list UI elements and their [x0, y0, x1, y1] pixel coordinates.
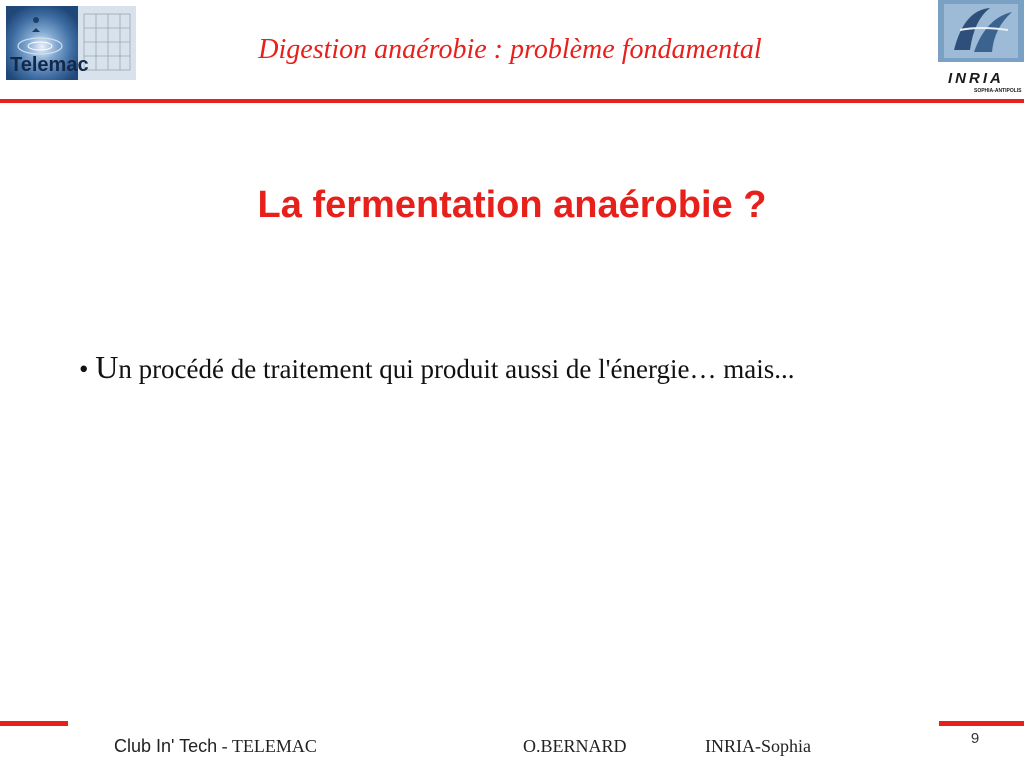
- bullet-marker: •: [79, 354, 89, 384]
- footer-author: O.BERNARD: [523, 736, 627, 756]
- footer-divider-right: [939, 721, 1024, 726]
- footer-institution: INRIA-Sophia: [705, 736, 811, 756]
- page-number: 9: [970, 730, 980, 747]
- header-divider: [0, 99, 1024, 103]
- telemac-logo: [6, 6, 136, 80]
- footer-club-text: Club In' Tech: [114, 736, 218, 756]
- footer-telemac-text: TELEMAC: [231, 736, 317, 756]
- footer-divider-left: [0, 721, 68, 726]
- telemac-logo-text: Telemac: [10, 54, 89, 76]
- bullet-first-letter: U: [95, 349, 119, 385]
- footer-separator: -: [217, 736, 232, 756]
- bullet-item: [79, 346, 909, 390]
- inria-logo-text: INRIA: [948, 70, 1004, 87]
- inria-logo-subtext: SOPHIA-ANTIPOLIS: [974, 88, 1022, 94]
- slide-title: La fermentation anaérobie ?: [257, 184, 767, 226]
- bullet-text: n procédé de traitement qui produit aussi de l'énergie… mais...: [118, 354, 795, 384]
- footer-organization: [114, 736, 317, 760]
- header-title: Digestion anaérobie : problème fondamental: [258, 34, 762, 65]
- inria-logo: [930, 0, 1024, 98]
